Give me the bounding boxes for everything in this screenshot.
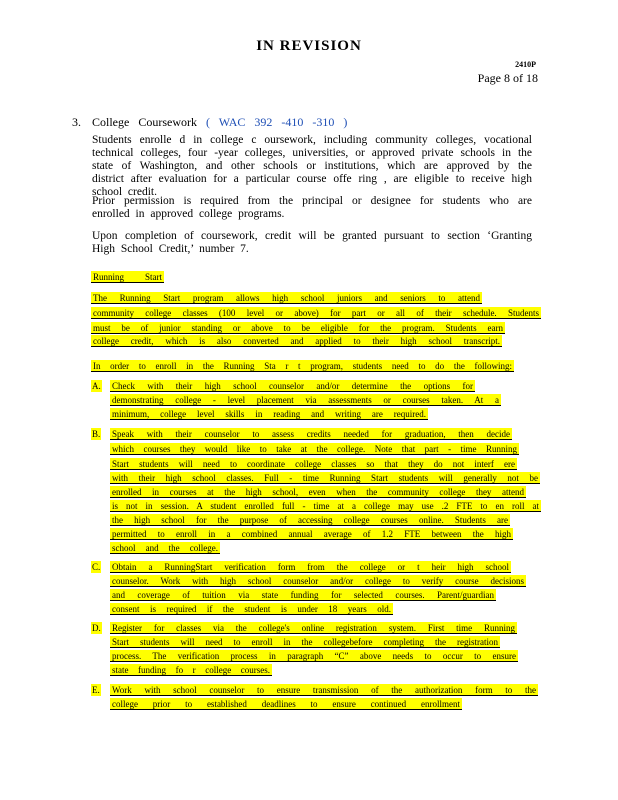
paragraph-permission: Prior permission is required from the principal or designee for students who are enrolled in approved college programs. — [92, 195, 532, 220]
step-a-line: demonstrating college - level placement via assessments or courses taken. At a — [112, 395, 499, 405]
section-heading — [92, 115, 347, 130]
document-number: 2410P — [515, 60, 536, 69]
step-c-line: Obtain a RunningStart verification form from the college or t heir high school — [112, 562, 509, 572]
step-d-line: Register for classes via the college's online registration system. First time Running — [112, 623, 515, 633]
rs-intro-line: community college classes (100 level or above) for part or all of their schedule. Students — [93, 308, 539, 318]
step-c-line: and coverage of tuition via state funding for selected courses. Parent/guardian — [112, 590, 494, 600]
step-c-line: counselor. Work with high school counselor and/or college to verify course decisions — [112, 576, 524, 586]
running-start-heading: Running Start — [93, 272, 162, 282]
step-b-line: Start students will need to coordinate college classes so that they do not interf ere — [112, 459, 515, 469]
step-letter: A. — [92, 381, 101, 391]
step-a-line: minimum, college level skills in reading and writing are required. — [112, 409, 426, 419]
page-title: IN REVISION — [256, 38, 362, 54]
step-letter: B. — [92, 429, 101, 439]
step-b-line: permitted to enroll in a combined annual average of 1.2 FTE between the high — [112, 529, 511, 539]
step-e-line: Work with school counselor to ensure transmission of the authorization form to the — [112, 685, 536, 695]
step-letter: C. — [92, 562, 101, 572]
rs-steps-intro: In order to enroll in the Running Sta r t program, students need to do the following: — [93, 361, 512, 371]
step-d-line: Start students will need to enroll in the collegebefore completing the registration — [112, 637, 498, 647]
step-a-line: Check with their high school counselor and/or determine the options for — [112, 381, 473, 391]
step-letter: E. — [92, 685, 100, 695]
step-e-line: college prior to established deadlines to ensure continued enrollment — [112, 699, 460, 709]
page-number: Page 8 of 18 — [477, 71, 538, 85]
step-d-line: state funding fo r college courses. — [112, 665, 270, 675]
paragraph-eligibility: Students enrolle d in college c oursework, including community colleges, vocational technical colleges, four -year colleges, universities, or approved private schools in the state of Washington, and other schools or institutions, which are approved by the district after evaluation for a particular course offe ring , are eligible to receive high school credit. — [92, 134, 532, 198]
rs-intro-line: college credit, which is also converted and applied to their high school transcript. — [93, 336, 500, 346]
wac-reference: ( WAC 392 -410 -310 ) — [205, 115, 348, 129]
step-c-line: consent is required if the student is under 18 years old. — [112, 604, 391, 614]
section-heading-text: College Coursework — [92, 115, 197, 129]
rs-intro-line: The Running Start program allows high school juniors and seniors to attend — [93, 293, 480, 303]
step-b-line: enrolled in courses at the high school, even when the community college they attend — [112, 487, 524, 497]
step-d-line: process. The verification process in paragraph “C” above needs to occur to ensure — [112, 651, 516, 661]
step-b-line: the high school for the purpose of accessing college courses online. Students are — [112, 515, 508, 525]
step-b-line: is not in session. A student enrolled full - time at a college may use .2 FTE to en roll at — [112, 501, 539, 511]
section-number: 3. — [72, 115, 81, 129]
step-b-line: Speak with their counselor to assess credits needed for graduation, then decide — [112, 429, 510, 439]
step-b-line: with their high school classes. Full - time Running Start students will generally not be — [112, 473, 538, 483]
step-b-line: which courses they would like to take at the college. Note that part - time Running — [112, 444, 517, 454]
paragraph-completion: Upon completion of coursework, credit will be granted pursuant to section ‘Granting High School Credit,’ number 7. — [92, 230, 532, 255]
rs-intro-line: must be of junior standing or above to be eligible for the program. Students earn — [93, 323, 503, 333]
step-b-line: school and the college. — [112, 543, 218, 553]
step-letter: D. — [92, 623, 101, 633]
